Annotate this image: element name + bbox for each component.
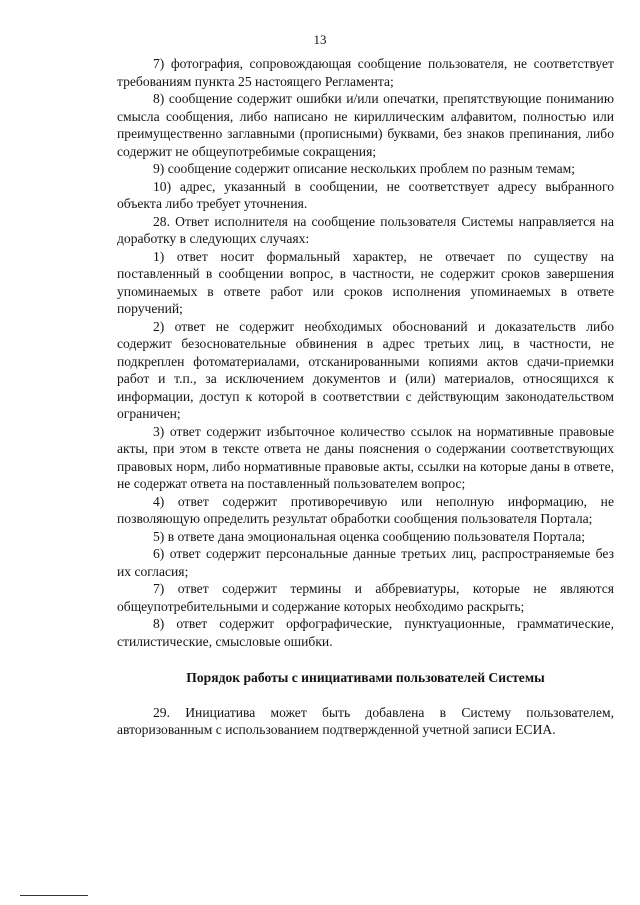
paragraph: 29. Инициатива может быть добавлена в Систему пользователем, авторизованным с использованием подтвержденной учетной записи ЕСИА. (117, 704, 614, 737)
paragraph: 5) в ответе дана эмоциональная оценка сообщению пользователя Портала; (153, 528, 586, 544)
paragraph: 7) ответ содержит термины и аббревиатуры, которые не являются общеупотребительными и содержание которых необходимо раскрыть; (117, 581, 614, 614)
paragraph: 4) ответ содержит противоречивую или неполную информацию, не позволяющую определить результат обработки сообщения пользователя Портала; (117, 493, 614, 526)
page-number: 13 (313, 32, 327, 47)
paragraph: 6) ответ содержит персональные данные третьих лиц, распространяемые без их согласия; (117, 546, 614, 579)
paragraph: 3) ответ содержит избыточное количество ссылок на нормативные правовые акты, при этом в тексте ответа не даны пояснения о содержании соответствующих правовых норм, либо нормативные правовые акты, ссылки на которые даны в ответе, не содержат ответа на поставленный пользователем вопрос; (117, 423, 614, 491)
paragraph: 8) ответ содержит орфографические, пунктуационные, грамматические, стилистические, смысловые ошибки. (117, 616, 614, 649)
footer-divider (20, 895, 88, 896)
section-heading: Порядок работы с инициативами пользователей Системы (186, 670, 545, 685)
paragraph: 9) сообщение содержит описание нескольких проблем по разным темам; (153, 161, 576, 176)
paragraph: 7) фотография, сопровождающая сообщение пользователя, не соответствует требованиям пункта 25 настоящего Регламента; (117, 56, 614, 89)
paragraph: 10) адрес, указанный в сообщении, не соответствует адресу выбранного объекта либо требует уточнения. (117, 178, 614, 211)
paragraph: 2) ответ не содержит необходимых обоснований и доказательств либо содержит безосновательные обвинения в адрес третьих лиц, в частности, не подкреплен фотоматериалами, отсканированными копиями актов сдачи-приемки работ и т.п., за исключением документов и (или) материалов, относящихся к информации, доступ к которой в соответствии с действующим законодательством ограничен; (117, 318, 614, 421)
paragraph: 28. Ответ исполнителя на сообщение пользователя Системы направляется на доработку в следующих случаях: (117, 213, 614, 246)
paragraph: 8) сообщение содержит ошибки и/или опечатки, препятствующие пониманию смысла сообщения, либо написано не кириллическим алфавитом, полностью или преимущественно заглавными (прописными) буквами, без знаков препинания, либо содержит не общеупотребимые сокращения; (117, 91, 614, 159)
document-body (117, 55, 614, 739)
paragraph: 1) ответ носит формальный характер, не отвечает по существу на поставленный в сообщении вопрос, в частности, не содержит сроков завершения упоминаемых в ответе работ или сроков исполнения упоминаемых в ответе поручений; (117, 248, 614, 316)
